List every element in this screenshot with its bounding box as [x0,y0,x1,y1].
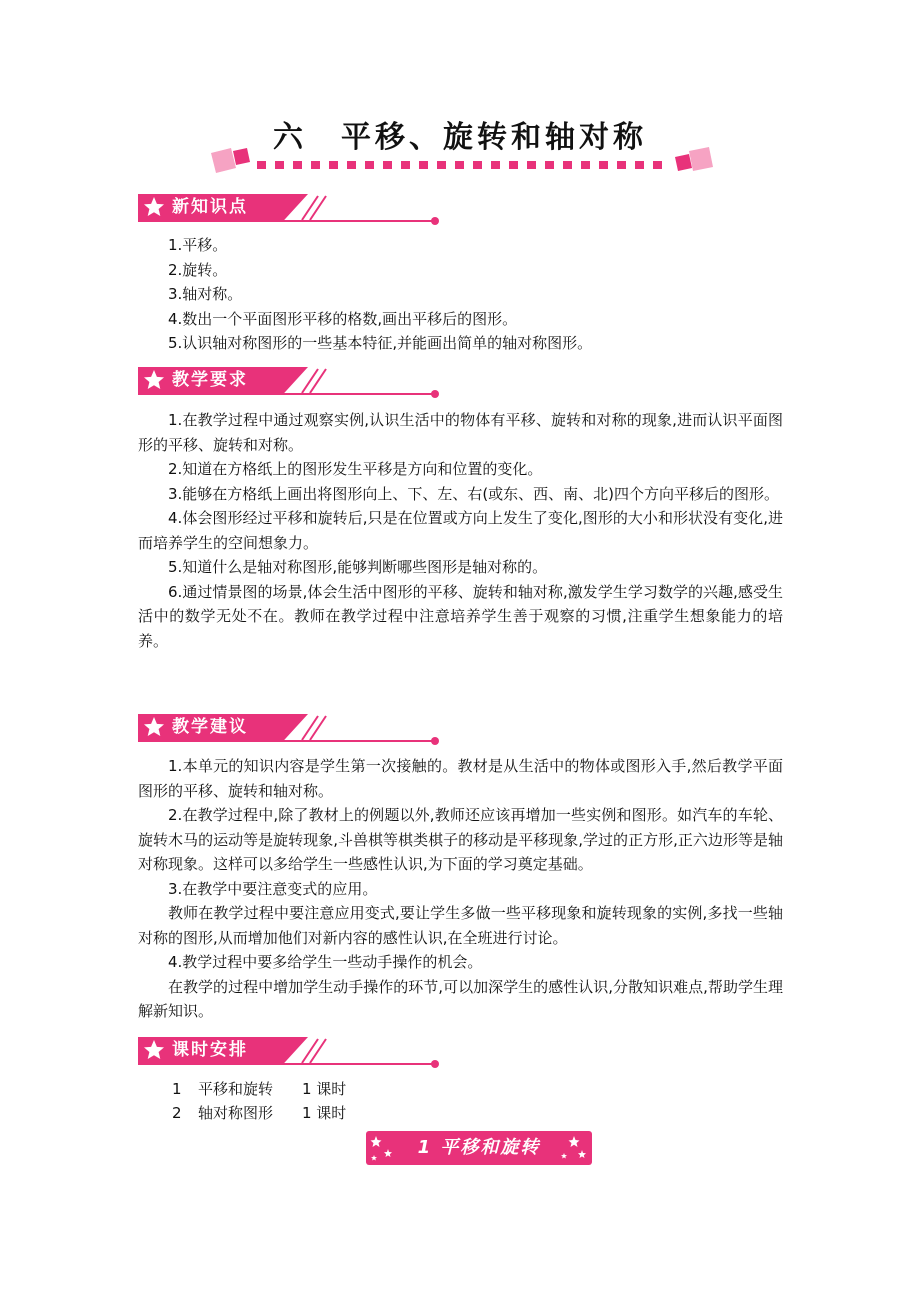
section-header-new-knowledge [138,194,440,224]
list-item: 3.能够在方格纸上画出将图形向上、下、左、右(或东、西、南、北)四个方向平移后的图形。 [168,484,780,503]
list-item: 1.在教学过程中通过观察实例,认识生活中的物体有平移、旋转和对称的现象,进而认识平面图形的平移、旋转和对称。 [138,411,783,454]
lesson-number: 1 [172,1080,182,1098]
section-title: 教学建议 [172,717,248,737]
list-item: 3.轴对称。 [168,285,243,303]
list-item: 1.平移。 [168,236,228,254]
list-item: 1.本单元的知识内容是学生第一次接触的。教材是从生活中的物体或图形入手,然后教学平面图形的平移、旋转和轴对称。 [138,757,783,800]
lesson-banner-title: 1 平移和旋转 [417,1137,541,1158]
section-header-teaching-suggestions [138,714,440,744]
list-item: 6.通过情景图的场景,体会生活中图形的平移、旋转和轴对称,激发学生学习数学的兴趣,感受生活中的数学无处不在。教师在教学过程中注意培养学生善于观察的习惯,注重学生想象能力的培养。 [138,582,783,650]
list-item: 4.数出一个平面图形平移的格数,画出平移后的图形。 [168,309,518,328]
list-item: 4.教学过程中要多给学生一些动手操作的机会。 [168,953,483,971]
star-icon [143,369,165,391]
list-item: 教师在教学过程中要注意应用变式,要让学生多做一些平移现象和旋转现象的实例,多找一些轴对称的图形,从而增加他们对新内容的感性认识,在全班进行讨论。 [138,904,783,947]
lesson-number: 2 [172,1104,182,1122]
star-icon [143,716,165,738]
section-body-teaching-suggestions [138,754,783,1024]
section-body-new-knowledge [138,233,783,356]
list-item: 5.认识轴对称图形的一些基本特征,并能画出简单的轴对称图形。 [168,334,593,352]
list-item: 2.知道在方格纸上的图形发生平移是方向和位置的变化。 [168,460,543,478]
list-item: 5.知道什么是轴对称图形,能够判断哪些图形是轴对称的。 [168,558,548,576]
lesson-hours: 1 课时 [302,1080,347,1098]
lesson-hours: 1 课时 [302,1104,347,1122]
section-header-teaching-requirements [138,367,440,397]
list-item: 2.在教学过程中,除了教材上的例题以外,教师还应该再增加一些实例和图形。如汽车的车轮、旋转木马的运动等是旋转现象,斗兽棋等棋类棋子的移动是平移现象,学过的正方形,正六边形等是轴对称现象。这样可以多给学生一些感性认识,为下面的学习奠定基础。 [138,806,783,873]
list-item: 4.体会图形经过平移和旋转后,只是在位置或方向上发生了变化,图形的大小和形状没有变化,进而培养学生的空间想象力。 [138,509,783,552]
section-header-lesson-schedule [138,1037,440,1067]
section-title: 新知识点 [172,197,248,217]
section-body-teaching-requirements [138,408,783,653]
title-decoration [205,145,715,185]
lesson-banner [366,1131,592,1165]
list-item: 3.在教学中要注意变式的应用。 [168,879,378,898]
star-icon [143,196,165,218]
lesson-name: 平移和旋转 [198,1080,274,1098]
list-item: 在教学的过程中增加学生动手操作的环节,可以加深学生的感性认识,分散知识难点,帮助学生理解新知识。 [138,977,783,1020]
section-title: 教学要求 [172,370,248,390]
star-icon [143,1039,165,1061]
list-item: 2.旋转。 [168,260,228,279]
lesson-name: 轴对称图形 [198,1104,274,1122]
chapter-title: 六 平移、旋转和轴对称 [273,120,647,155]
section-title: 课时安排 [172,1040,248,1060]
